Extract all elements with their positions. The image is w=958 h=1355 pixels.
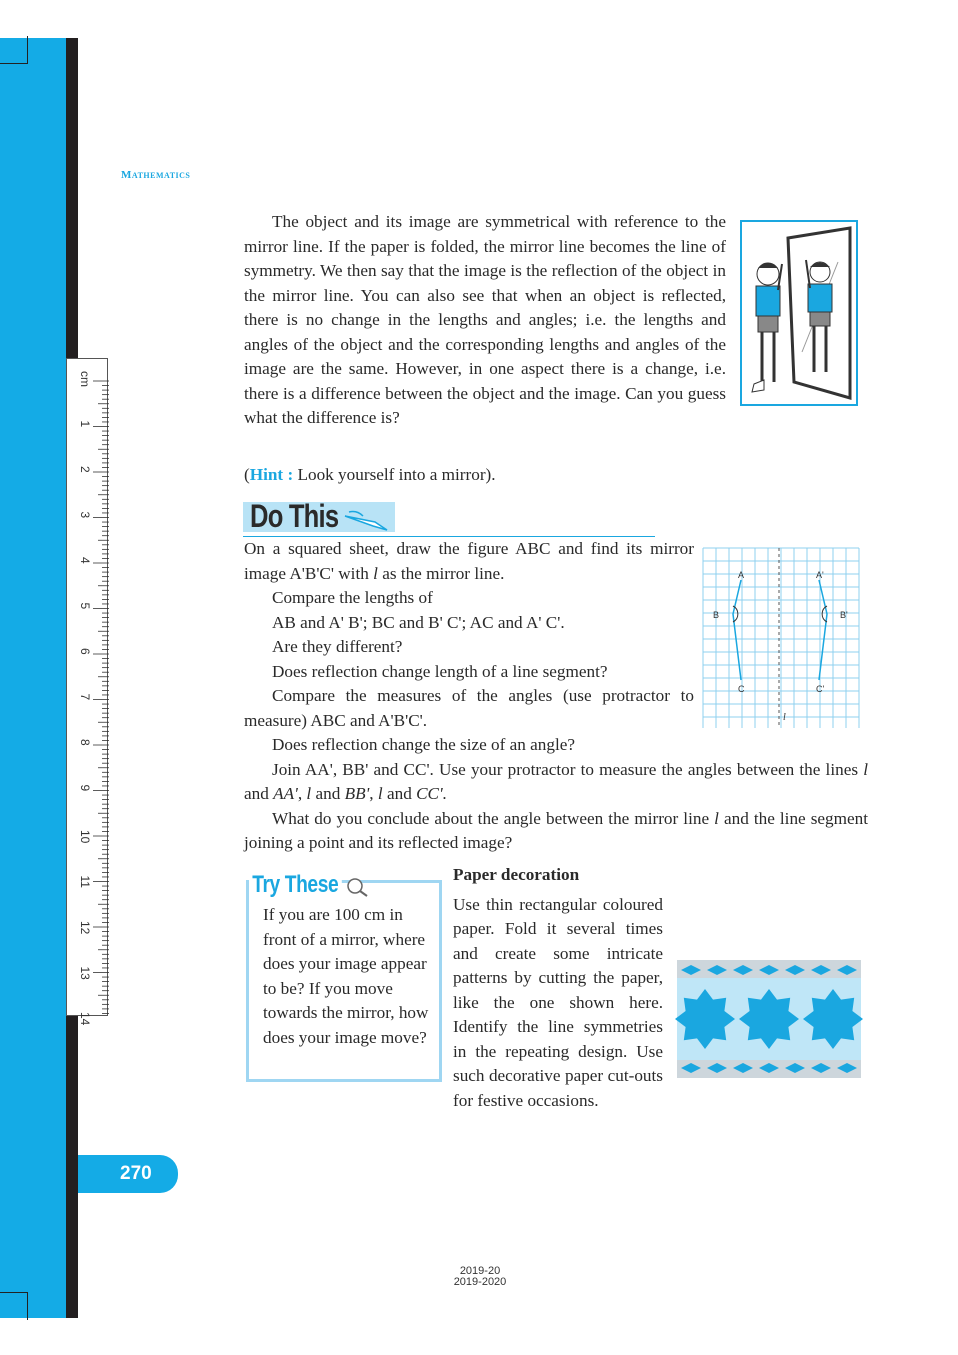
- mirror-line-symbol: l: [863, 759, 869, 779]
- connector-and: and: [244, 784, 274, 803]
- ruler-mark-label: 4: [78, 557, 92, 564]
- do-this-line-6: Compare the measures of the angles (use protractor to measure) ABC and A'B'C'.: [244, 686, 694, 730]
- ruler-ticks: [67, 359, 109, 1026]
- mirror-illustration: [740, 220, 858, 406]
- hint-open-paren: (: [244, 465, 250, 484]
- hint-line: [244, 463, 724, 488]
- try-these-text: If you are 100 cm in front of a mirror, where does your image appear to be? If you move towards the mirror, how does your image move?: [263, 905, 429, 1047]
- paper-decoration-title: Paper decoration: [453, 865, 580, 884]
- ruler-mark-label: 13: [78, 966, 92, 980]
- star-shape: [739, 989, 799, 1049]
- star-shape: [675, 989, 735, 1049]
- ruler-mark-label: 10: [78, 830, 92, 844]
- ruler-mark-label: 6: [78, 648, 92, 655]
- do-this-line-5: Does reflection change length of a line segment?: [272, 661, 608, 681]
- ruler-mark-label: 2: [78, 466, 92, 473]
- ruler-mark-label: 9: [78, 784, 92, 792]
- do-this-title: Do This: [250, 498, 339, 534]
- label-c-prime: C': [816, 684, 825, 694]
- left-color-band: [0, 38, 66, 1318]
- connector-comma: ,: [369, 784, 378, 803]
- do-this-line-3: AB and A' B'; BC and B' C'; AC and A' C'.: [272, 612, 565, 632]
- ruler-mark-label: 1: [78, 420, 92, 428]
- hint-text: Look yourself into a mirror).: [293, 465, 496, 484]
- ruler-mark-label: 7: [78, 693, 92, 701]
- footer-line-1: 2019-20: [459, 1265, 501, 1277]
- ruler-mark-label: 5: [78, 602, 92, 610]
- page-number: 270: [78, 1155, 178, 1193]
- magnifier-icon: [345, 876, 371, 898]
- do-this-body: [244, 537, 694, 733]
- ruler-mark-label: 11: [78, 875, 92, 888]
- label-b-prime: B': [840, 610, 848, 620]
- ruler-mark-label: 14: [78, 1012, 92, 1026]
- paper-decoration-text: Use thin rectangular coloured paper. Fold it several times and create some intricate patterns by cutting the paper, like the one shown here. Identify the line symmetries in the repeating design. Use such decorative paper cut-outs for festive occasions.: [453, 894, 663, 1110]
- do-this-line-1-tail: as the mirror line.: [377, 563, 505, 583]
- pencil-icon: [343, 506, 395, 532]
- try-these-title: Try These: [249, 871, 341, 899]
- label-c: C: [738, 684, 745, 694]
- section-header: Mathematics: [121, 169, 191, 181]
- footer-line-2: 2019-2020: [453, 1276, 507, 1288]
- star-shape: [803, 989, 863, 1049]
- mirror-line-symbol: l: [714, 808, 719, 828]
- intro-paragraph: The object and its image are symmetrical with reference to the mirror line. If the paper is folded, the mirror line becomes the line of symmetry. We then say that the image is the reflection of the object in the mirror line. You can also see that when an object is reflected, there is no change in the lengths and angles; i.e. the lengths and angles of the object and the corresponding lengths and angles of the image are the same. However, in one aspect there is a change, i.e. there is a difference between the object and the image. Can you guess what the difference is?: [244, 212, 726, 427]
- hint-label: Hint :: [249, 465, 294, 484]
- ruler: [66, 358, 108, 1026]
- connector-and: and: [382, 784, 417, 803]
- label-a: A: [738, 570, 745, 580]
- segment-bb: BB': [344, 784, 370, 803]
- do-this-heading: [243, 498, 655, 537]
- do-this-line-4: Are they different?: [272, 637, 403, 656]
- mirror-line-symbol: l: [373, 563, 378, 583]
- mirror-line-symbol: l: [377, 784, 383, 803]
- do-this-line-8-text: Join AA', BB' and CC'. Use your protractor to measure the angles between the lines: [272, 759, 859, 779]
- intro-paragraph-block: [244, 210, 726, 431]
- ruler-mark-label: 8: [78, 739, 92, 746]
- do-this-line-2: Compare the lengths of: [272, 588, 433, 607]
- do-this-line-8: [244, 758, 868, 807]
- do-this-line-9: [244, 807, 868, 856]
- label-a-prime: A': [816, 570, 824, 580]
- do-this-line-9-text: What do you conclude about the angle between the mirror line: [272, 808, 710, 828]
- try-these-box: [246, 871, 442, 1082]
- do-this-body-wide: [244, 733, 868, 856]
- crop-mark-bottom: [0, 1292, 28, 1320]
- label-b: B: [713, 610, 720, 620]
- mirror-line-symbol: l: [306, 784, 312, 803]
- connector-comma: ,: [297, 784, 307, 803]
- footer: [400, 1266, 560, 1288]
- ruler-mark-label: 3: [78, 511, 92, 519]
- paper-decoration-block: [453, 863, 663, 1113]
- do-this-line-1: [244, 537, 694, 586]
- segment-cc: CC'.: [416, 784, 447, 803]
- do-this-line-7: Does reflection change the size of an angle?: [272, 735, 576, 754]
- crop-mark-top: [0, 36, 28, 64]
- do-this-line-10-text: and the line segment joining a point and its reflected image?: [244, 808, 869, 852]
- do-this-line-1-text: On a squared sheet, draw the figure ABC and find its mirror image A'B'C' with: [244, 539, 694, 583]
- ruler-unit-label: cm: [78, 371, 92, 387]
- label-l: l: [783, 712, 786, 723]
- paper-cutout-illustration: [677, 960, 861, 1078]
- ruler-mark-label: 12: [78, 921, 92, 935]
- grid-figure: [703, 548, 859, 728]
- segment-aa: AA': [273, 784, 298, 803]
- connector-and: and: [311, 784, 345, 803]
